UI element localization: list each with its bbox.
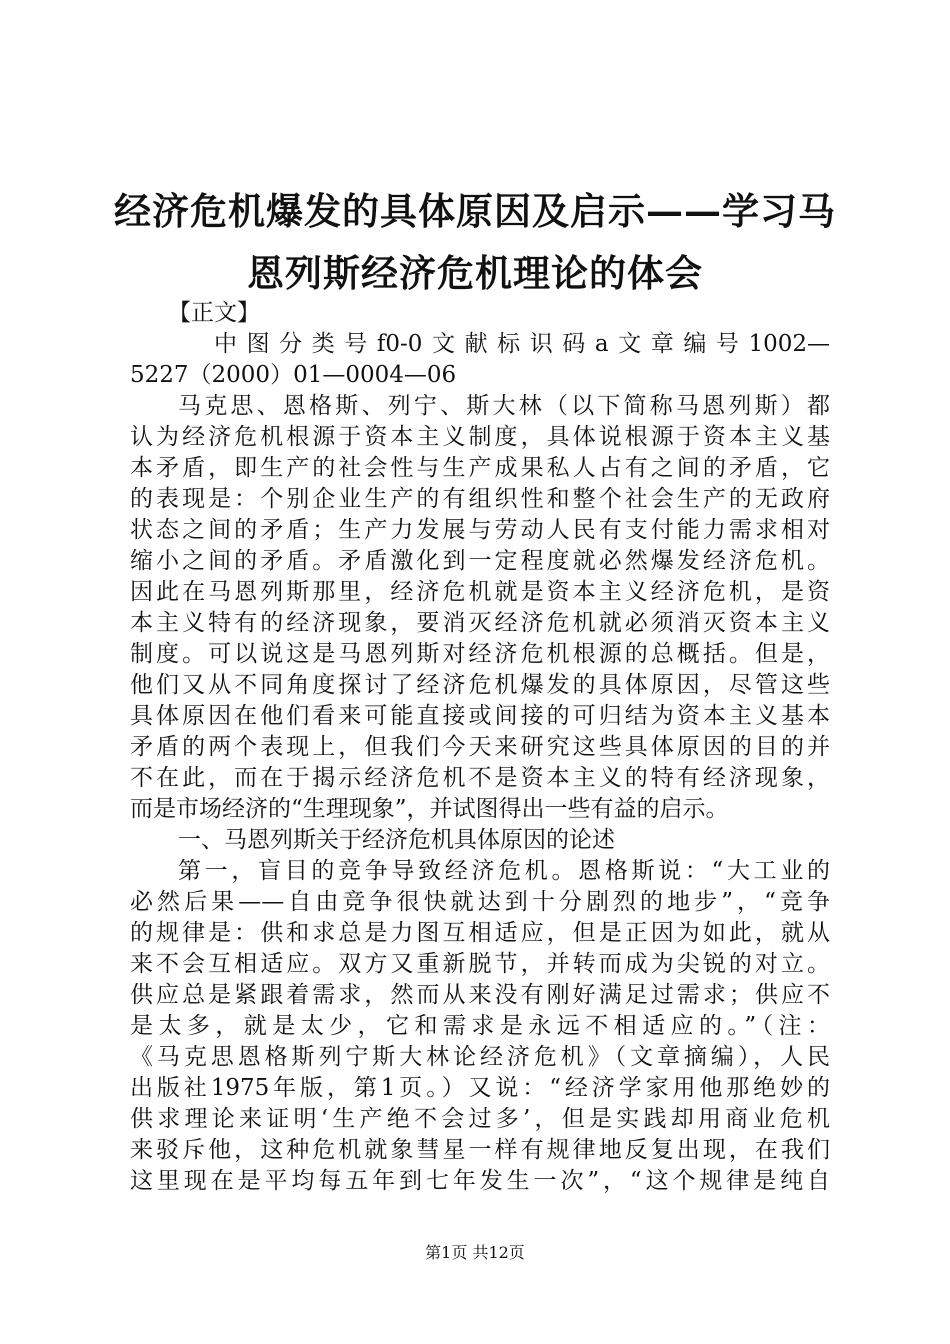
body-line: 出版社1975年版，第1页。）又说：“经济学家用他那绝妙的	[130, 1075, 830, 1101]
section-label: 【正文】	[168, 300, 260, 326]
body-line: 他们又从不同角度探讨了经济危机爆发的具体原因，尽管这些	[130, 672, 830, 698]
body-line: 状态之间的矛盾；生产力发展与劳动人民有支付能力需求相对	[130, 517, 830, 543]
body-line: 5227（2000）01—0004—06	[130, 362, 457, 388]
body-line: 认为经济危机根源于资本主义制度，具体说根源于资本主义基	[130, 424, 830, 450]
body-line: 本主义特有的经济现象，要消灭经济危机就必须消灭资本主义	[130, 610, 830, 636]
body-line: 而是市场经济的“生理现象”，并试图得出一些有益的启示。	[130, 796, 729, 822]
body-line: 缩小之间的矛盾。矛盾激化到一定程度就必然爆发经济危机。	[130, 548, 830, 574]
body-line: 的规律是：供和求总是力图互相适应，但是正因为如此，就从	[130, 920, 830, 946]
body-line: 供应总是紧跟着需求，然而从来没有刚好满足过需求；供应不	[130, 982, 830, 1008]
body-line: 《马克思恩格斯列宁斯大林论经济危机》（文章摘编），人民	[130, 1044, 830, 1070]
body-line: 必然后果——自由竞争很快就达到十分剧烈的地步”，“竞争	[130, 889, 830, 915]
body-line: 中图分类号f0-0文献标识码a文章编号1002—	[214, 331, 830, 357]
body-line: 是太多，就是太少，它和需求是永远不相适应的。”（注：	[130, 1013, 830, 1039]
body-line: 不在此，而在于揭示经济危机不是资本主义的特有经济现象，	[130, 765, 830, 791]
section-heading: 一、马恩列斯关于经济危机具体原因的论述	[178, 827, 615, 853]
page-footer: 第1页 共12页	[425, 1243, 525, 1262]
body-line: 来驳斥他，这种危机就象彗星一样有规律地反复出现，在我们	[130, 1137, 830, 1163]
body-line: 第一，盲目的竞争导致经济危机。恩格斯说：“大工业的	[178, 858, 830, 884]
body-line: 因此在马恩列斯那里，经济危机就是资本主义经济危机，是资	[130, 579, 830, 605]
body-line: 来不会互相适应。双方又重新脱节，并转而成为尖锐的对立。	[130, 951, 830, 977]
body-line: 这里现在是平均每五年到七年发生一次”，“这个规律是纯自	[130, 1168, 830, 1194]
body-line: 的表现是：个别企业生产的有组织性和整个社会生产的无政府	[130, 486, 830, 512]
body-line: 制度。可以说这是马恩列斯对经济危机根源的总概括。但是，	[130, 641, 830, 667]
body-line: 马克思、恩格斯、列宁、斯大林（以下简称马恩列斯）都	[178, 393, 830, 419]
document-body	[130, 298, 830, 1197]
body-line: 矛盾的两个表现上，但我们今天来研究这些具体原因的目的并	[130, 734, 830, 760]
body-line: 本矛盾，即生产的社会性与生产成果私人占有之间的矛盾，它	[130, 455, 830, 481]
body-line: 供求理论来证明‘生产绝不会过多’，但是实践却用商业危机	[130, 1106, 830, 1132]
document-title: 经济危机爆发的具体原因及启示——学习马恩列斯经济危机理论的体会	[114, 189, 836, 295]
body-line: 具体原因在他们看来可能直接或间接的可归结为资本主义基本	[130, 703, 830, 729]
